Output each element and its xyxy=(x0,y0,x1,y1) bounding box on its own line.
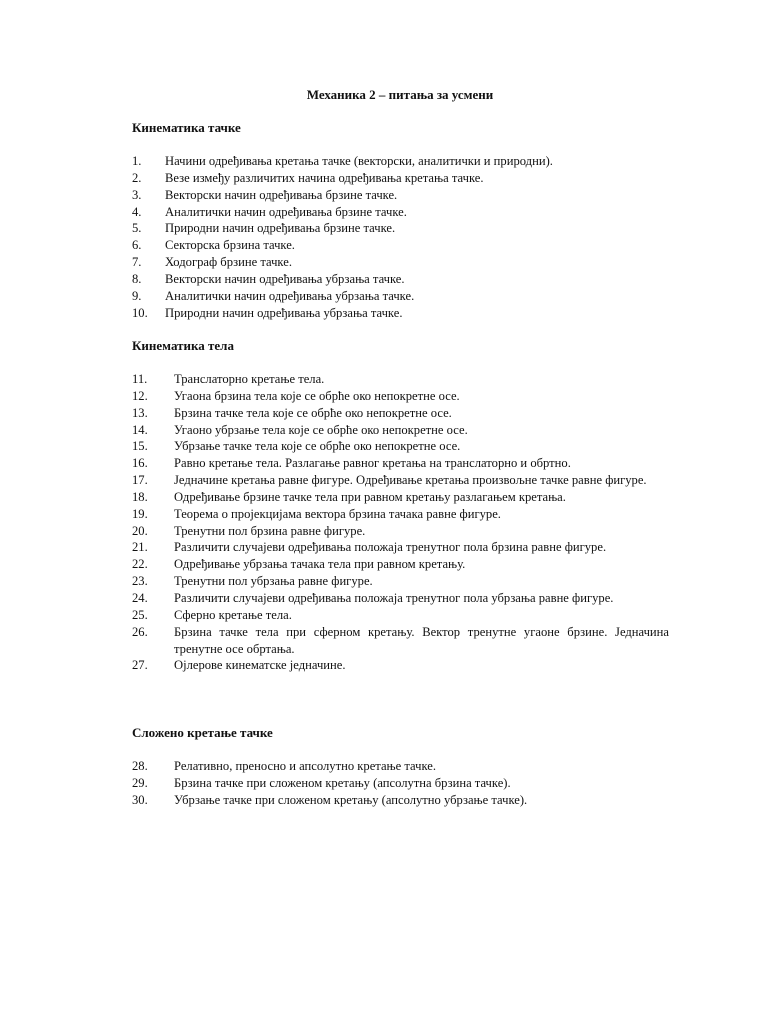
question-number: 17. xyxy=(132,473,148,488)
question-item xyxy=(132,775,669,792)
question-item xyxy=(132,455,669,472)
question-item xyxy=(132,153,669,170)
question-text: Везе између различитих начина одређивања кретања тачке. xyxy=(165,170,484,185)
question-item xyxy=(132,254,669,271)
question-number: 12. xyxy=(132,388,148,403)
question-number: 8. xyxy=(132,271,142,286)
question-number: 1. xyxy=(132,154,142,168)
question-list-point-kinematics xyxy=(132,153,669,321)
question-number: 24. xyxy=(132,590,148,605)
question-text: Релативно, преносно и апсолутно кретање тачке. xyxy=(174,759,437,773)
question-number: 2. xyxy=(132,170,142,185)
section-heading-point-kinematics: Кинематика тачке xyxy=(132,120,241,135)
question-text: Векторски начин одређивања убрзања тачке. xyxy=(165,271,405,286)
question-text: Убрзање тачке при сложеном кретању (апсолутно убрзање тачке). xyxy=(174,792,528,807)
question-text: Одређивање брзине тачке тела при равном кретању разлагањем кретања. xyxy=(174,489,566,504)
question-text: Различити случајеви одређивања положаја тренутног пола брзина равне фигуре. xyxy=(174,540,607,555)
question-item xyxy=(132,758,669,775)
question-item xyxy=(132,573,669,590)
question-item xyxy=(132,187,669,204)
question-text: Једначине кретања равне фигуре. Одређивање кретања произвољне тачке равне фигуре. xyxy=(174,473,647,488)
question-text: Природни начин одређивања брзине тачке. xyxy=(165,221,396,236)
question-text: Секторска брзина тачке. xyxy=(165,238,295,253)
question-number: 10. xyxy=(132,305,148,320)
question-number: 26. xyxy=(132,624,148,639)
question-number: 25. xyxy=(132,607,148,622)
question-item xyxy=(132,237,669,254)
question-item xyxy=(132,170,669,187)
question-item xyxy=(132,590,669,607)
question-item xyxy=(132,288,669,305)
question-item xyxy=(132,438,669,455)
question-text: Тренутни пол брзина равне фигуре. xyxy=(174,523,366,538)
question-text: Равно кретање тела. Разлагање равног кретања на транслаторно и обртно. xyxy=(174,456,571,471)
question-list-body-kinematics xyxy=(132,371,669,674)
question-text: Брзина тачке тела при сферном кретању. Вектор тренутне угаоне брзине. Једначина тренутне осе обртања. xyxy=(174,624,669,656)
question-item xyxy=(132,539,669,556)
question-item xyxy=(132,506,669,523)
question-item xyxy=(132,472,669,489)
question-number: 7. xyxy=(132,255,142,270)
question-number: 5. xyxy=(132,221,142,236)
question-list-compound-motion xyxy=(132,758,669,809)
question-text: Теорема о пројекцијама вектора брзина тачака равне фигуре. xyxy=(174,506,501,521)
question-number: 20. xyxy=(132,523,148,538)
question-text: Брзина тачке при сложеном кретању (апсолутна брзина тачке). xyxy=(174,775,511,790)
question-text: Транслаторно кретање тела. xyxy=(174,372,325,386)
question-item xyxy=(132,792,669,809)
question-number: 28. xyxy=(132,759,148,773)
question-number: 23. xyxy=(132,574,148,589)
question-number: 9. xyxy=(132,288,142,303)
question-item xyxy=(132,305,669,322)
question-item xyxy=(132,405,669,422)
question-text: Одређивање убрзања тачака тела при равном кретању. xyxy=(174,557,466,572)
question-text: Начини одређивања кретања тачке (векторски, аналитички и природни). xyxy=(165,154,553,168)
question-number: 22. xyxy=(132,557,148,572)
question-text: Аналитички начин одређивања убрзања тачке. xyxy=(165,288,415,303)
section-heading-body-kinematics: Кинематика тела xyxy=(132,338,234,353)
question-number: 11. xyxy=(132,372,148,386)
question-item xyxy=(132,489,669,506)
question-item xyxy=(132,388,669,405)
question-number: 27. xyxy=(132,658,148,673)
question-item xyxy=(132,371,669,388)
question-number: 30. xyxy=(132,792,148,807)
question-number: 15. xyxy=(132,439,148,454)
question-number: 13. xyxy=(132,405,148,420)
question-number: 6. xyxy=(132,238,142,253)
question-text: Аналитички начин одређивања брзине тачке. xyxy=(165,204,407,219)
question-number: 21. xyxy=(132,540,148,555)
question-text: Угаона брзина тела које се обрће око непокретне осе. xyxy=(174,388,460,403)
question-number: 19. xyxy=(132,506,148,521)
question-text: Векторски начин одређивања брзине тачке. xyxy=(165,187,398,202)
question-number: 16. xyxy=(132,456,148,471)
question-text: Сферно кретање тела. xyxy=(174,607,292,622)
question-item xyxy=(132,422,669,439)
question-number: 14. xyxy=(132,422,148,437)
question-item xyxy=(132,271,669,288)
question-number: 4. xyxy=(132,204,142,219)
section-heading-compound-motion: Сложено кретање тачке xyxy=(132,725,273,740)
question-text: Угаоно убрзање тела које се обрће око непокретне осе. xyxy=(174,422,468,437)
question-item xyxy=(132,523,669,540)
question-item xyxy=(132,556,669,573)
question-item xyxy=(132,607,669,624)
question-text: Убрзање тачке тела које се обрће око непокретне осе. xyxy=(174,439,461,454)
question-text: Брзина тачке тела које се обрће око непокретне осе. xyxy=(174,405,452,420)
question-text: Природни начин одређивања убрзања тачке. xyxy=(165,305,403,320)
question-item xyxy=(132,624,669,658)
question-text: Ходограф брзине тачке. xyxy=(165,255,292,270)
question-item xyxy=(132,220,669,237)
page-title: Механика 2 – питања за усмени xyxy=(306,87,494,102)
question-text: Тренутни пол убрзања равне фигуре. xyxy=(174,574,373,589)
question-number: 3. xyxy=(132,187,142,202)
question-number: 18. xyxy=(132,489,148,504)
question-item xyxy=(132,204,669,221)
question-text: Ојлерове кинематске једначине. xyxy=(174,658,346,673)
question-number: 29. xyxy=(132,775,148,790)
question-text: Различити случајеви одређивања положаја тренутног пола убрзања равне фигуре. xyxy=(174,590,614,605)
question-item xyxy=(132,657,669,674)
